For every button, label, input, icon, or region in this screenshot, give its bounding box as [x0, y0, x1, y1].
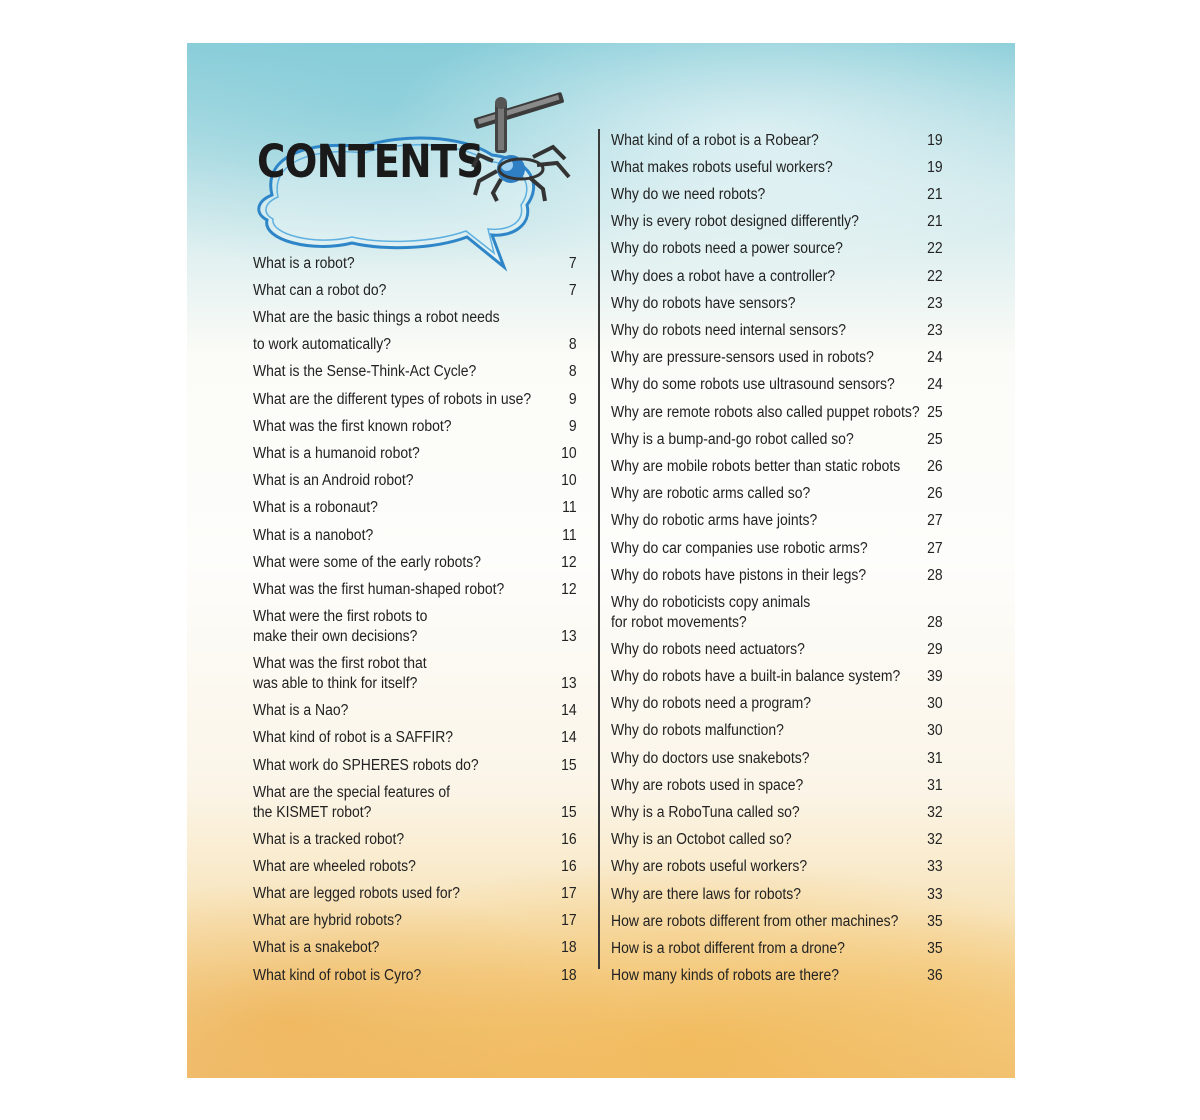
entry-question: What is the Sense-Think-Act Cycle? — [253, 363, 477, 381]
entry-question: Why are robots used in space? — [611, 776, 804, 794]
entry-page-number: 19 — [927, 131, 943, 149]
entry-question: Why do robots need actuators? — [611, 640, 805, 658]
contents-entry — [611, 714, 943, 741]
entry-page-number: 16 — [561, 857, 577, 875]
entry-question: What is a robot? — [253, 254, 355, 272]
entry-page-number: 12 — [561, 553, 577, 571]
contents-left-column — [253, 246, 577, 985]
entry-question: Why do robots have sensors? — [611, 294, 796, 312]
entry-page-number: 9 — [568, 417, 577, 435]
entry-page-number: 27 — [927, 539, 943, 557]
entry-page-number: 32 — [927, 804, 943, 821]
entry-question: Why are there laws for robots? — [611, 885, 801, 903]
entry-page-number: 18 — [561, 966, 577, 984]
contents-entry — [611, 741, 943, 768]
entry-page-number: 21 — [927, 186, 943, 204]
entry-question: What is a humanoid robot? — [253, 445, 420, 462]
entry-page-number: 35 — [927, 912, 943, 930]
contents-entry — [253, 931, 577, 958]
entry-page-number: 26 — [927, 485, 943, 503]
contents-entry — [611, 286, 943, 313]
entry-page-number: 14 — [561, 729, 577, 747]
entry-page-number: 24 — [927, 376, 943, 394]
entry-question: What kind of robot is Cyro? — [253, 966, 422, 984]
entry-page-number: 11 — [562, 499, 577, 517]
contents-entry — [611, 687, 943, 714]
entry-question: Why is an Octobot called so? — [611, 831, 792, 849]
contents-entry — [611, 931, 943, 958]
entry-page-number: 16 — [561, 830, 577, 848]
entry-question: What are the different types of robots in use? — [253, 390, 532, 408]
entry-page-number: 8 — [568, 336, 577, 354]
contents-entry — [611, 422, 943, 449]
contents-entry — [611, 958, 943, 985]
entry-page-number: 30 — [927, 722, 943, 740]
entry-question: Why do robots have a built-in balance system? — [611, 668, 901, 686]
contents-entry — [253, 464, 577, 491]
entry-page-number: 31 — [927, 749, 943, 767]
entry-page-number: 7 — [568, 254, 577, 272]
entry-page-number: 25 — [927, 403, 943, 421]
contents-entry — [253, 436, 577, 463]
entry-question: What kind of robot is a SAFFIR? — [253, 729, 454, 747]
contents-page — [187, 43, 1015, 1078]
entry-question: What was the first known robot? — [253, 417, 452, 435]
entry-page-number: 29 — [927, 640, 943, 658]
contents-entry — [253, 849, 577, 876]
entry-question: Why do some robots use ultrasound sensors? — [611, 376, 895, 394]
entry-question: What is a Nao? — [253, 702, 349, 720]
entry-page-number: 13 — [561, 627, 577, 645]
entry-question: What kind of a robot is a Robear? — [611, 131, 819, 149]
entry-question: What is a tracked robot? — [253, 830, 405, 848]
entry-page-number: 10 — [561, 445, 577, 462]
contents-entry — [611, 476, 943, 503]
entry-question: Why are pressure-sensors used in robots? — [611, 349, 874, 367]
contents-entry — [611, 531, 943, 558]
entry-page-number: 9 — [568, 390, 577, 408]
contents-entry — [611, 395, 943, 422]
contents-entry — [253, 518, 577, 545]
entry-question: What are the basic things a robot needs — [253, 309, 500, 327]
entry-question: Why do robots malfunction? — [611, 722, 784, 740]
entry-page-number: 35 — [927, 939, 943, 957]
contents-entry — [611, 768, 943, 795]
contents-entry — [611, 659, 943, 686]
entry-question: What is a robonaut? — [253, 499, 378, 517]
contents-entry — [611, 585, 943, 632]
contents-entry — [253, 822, 577, 849]
entry-question: Why is a bump-and-go robot called so? — [611, 430, 854, 448]
entry-page-number: 33 — [927, 885, 943, 903]
entry-question: What are wheeled robots? — [253, 857, 416, 875]
contents-entry — [611, 904, 943, 931]
entry-question: Why is every robot designed differently? — [611, 213, 859, 231]
contents-entry — [611, 632, 943, 659]
entry-page-number: 8 — [568, 363, 577, 381]
contents-entry — [611, 449, 943, 476]
entry-page-number: 12 — [561, 580, 577, 598]
entry-question: Why are mobile robots better than static robots — [611, 457, 901, 475]
entry-question: Why do robots have pistons in their legs? — [611, 566, 867, 584]
entry-question: Why do robots need internal sensors? — [611, 322, 846, 339]
entry-page-number: 15 — [561, 803, 577, 821]
entry-page-number: 10 — [561, 472, 577, 490]
entry-question: What are hybrid robots? — [253, 912, 402, 930]
contents-entry — [253, 572, 577, 599]
entry-page-number: 13 — [561, 674, 577, 692]
entry-question: What work do SPHERES robots do? — [253, 756, 479, 774]
contents-entry — [611, 313, 943, 340]
contents-entry — [253, 904, 577, 931]
entry-page-number: 22 — [927, 240, 943, 258]
column-divider — [598, 129, 600, 969]
contents-entry — [611, 368, 943, 395]
entry-page-number: 11 — [562, 526, 577, 544]
contents-entry — [611, 823, 943, 850]
entry-page-number: 31 — [927, 776, 943, 794]
entry-question: What were some of the early robots? — [253, 553, 481, 571]
page-title: CONTENTS — [257, 135, 484, 188]
contents-entry — [611, 205, 943, 232]
contents-entry — [611, 341, 943, 368]
entry-page-number: 36 — [927, 967, 943, 985]
entry-question: to work automatically? — [253, 336, 392, 354]
contents-entry — [253, 775, 577, 822]
entry-question: What are legged robots used for? — [253, 885, 461, 903]
entry-page-number: 23 — [927, 294, 943, 312]
entry-page-number: 21 — [927, 213, 943, 231]
entry-question: What are the special features of the KISMET robot? — [253, 784, 450, 821]
entry-question: Why do roboticists copy animals for robot movements? — [611, 594, 811, 631]
contents-entry — [611, 150, 943, 177]
entry-page-number: 30 — [927, 695, 943, 713]
entry-question: How is a robot different from a drone? — [611, 939, 845, 957]
contents-entry — [253, 491, 577, 518]
entry-question: Why do robots need a program? — [611, 695, 812, 713]
entry-page-number: 25 — [927, 430, 943, 448]
entry-question: What is an Android robot? — [253, 472, 414, 490]
hexapod-robot-illustration — [471, 73, 581, 203]
entry-question: Why do doctors use snakebots? — [611, 749, 810, 767]
entry-page-number: 19 — [927, 158, 943, 176]
contents-entry — [253, 273, 577, 300]
contents-entry — [611, 850, 943, 877]
entry-page-number: 33 — [927, 858, 943, 876]
entry-page-number: 23 — [927, 322, 943, 339]
entry-page-number: 27 — [927, 512, 943, 530]
entry-question: Why does a robot have a controller? — [611, 267, 836, 285]
contents-entry — [611, 232, 943, 259]
entry-page-number: 17 — [561, 885, 577, 903]
entry-page-number: 14 — [561, 702, 577, 720]
entry-page-number: 28 — [927, 566, 943, 584]
contents-entry — [253, 876, 577, 903]
contents-entry — [611, 795, 943, 822]
contents-entry — [611, 877, 943, 904]
entry-question: Why are remote robots also called puppet robots? — [611, 403, 920, 421]
contents-entry — [253, 748, 577, 775]
contents-entry — [253, 382, 577, 409]
contents-entry — [253, 646, 577, 693]
contents-entry — [253, 409, 577, 436]
entry-question: Why do we need robots? — [611, 186, 766, 204]
contents-right-column — [611, 123, 943, 986]
contents-entry — [253, 300, 577, 327]
contents-entry — [253, 599, 577, 646]
entry-question: Why do car companies use robotic arms? — [611, 539, 868, 557]
contents-entry — [253, 328, 577, 355]
entry-question: What was the first robot that was able to think for itself? — [253, 655, 427, 692]
entry-question: Why are robots useful workers? — [611, 858, 808, 876]
entry-question: What makes robots useful workers? — [611, 158, 833, 176]
entry-page-number: 17 — [561, 912, 577, 930]
entry-page-number: 18 — [561, 939, 577, 957]
entry-page-number: 26 — [927, 457, 943, 475]
entry-page-number: 15 — [561, 756, 577, 774]
contents-entry — [253, 958, 577, 985]
contents-entry — [253, 355, 577, 382]
entry-question: What is a nanobot? — [253, 526, 374, 544]
contents-entry — [611, 504, 943, 531]
entry-question: Why is a RoboTuna called so? — [611, 804, 800, 821]
entry-question: Why do robotic arms have joints? — [611, 512, 818, 530]
entry-question: What were the first robots to make their own decisions? — [253, 608, 428, 645]
entry-question: What can a robot do? — [253, 281, 387, 299]
contents-entry — [253, 246, 577, 273]
entry-page-number: 39 — [927, 668, 943, 686]
entry-page-number: 22 — [927, 267, 943, 285]
contents-entry — [253, 693, 577, 720]
entry-page-number: 24 — [927, 349, 943, 367]
entry-page-number: 7 — [568, 281, 577, 299]
contents-entry — [611, 558, 943, 585]
entry-question: Why do robots need a power source? — [611, 240, 843, 258]
entry-question: What was the first human-shaped robot? — [253, 580, 505, 598]
entry-question: How many kinds of robots are there? — [611, 967, 839, 985]
contents-entry — [253, 721, 577, 748]
entry-page-number: 32 — [927, 831, 943, 849]
contents-entry — [611, 123, 943, 150]
entry-question: Why are robotic arms called so? — [611, 485, 811, 503]
entry-question: How are robots different from other machines? — [611, 912, 899, 930]
entry-question: What is a snakebot? — [253, 939, 380, 957]
contents-entry — [253, 545, 577, 572]
contents-entry — [611, 259, 943, 286]
contents-entry — [611, 177, 943, 204]
entry-page-number: 28 — [927, 613, 943, 631]
